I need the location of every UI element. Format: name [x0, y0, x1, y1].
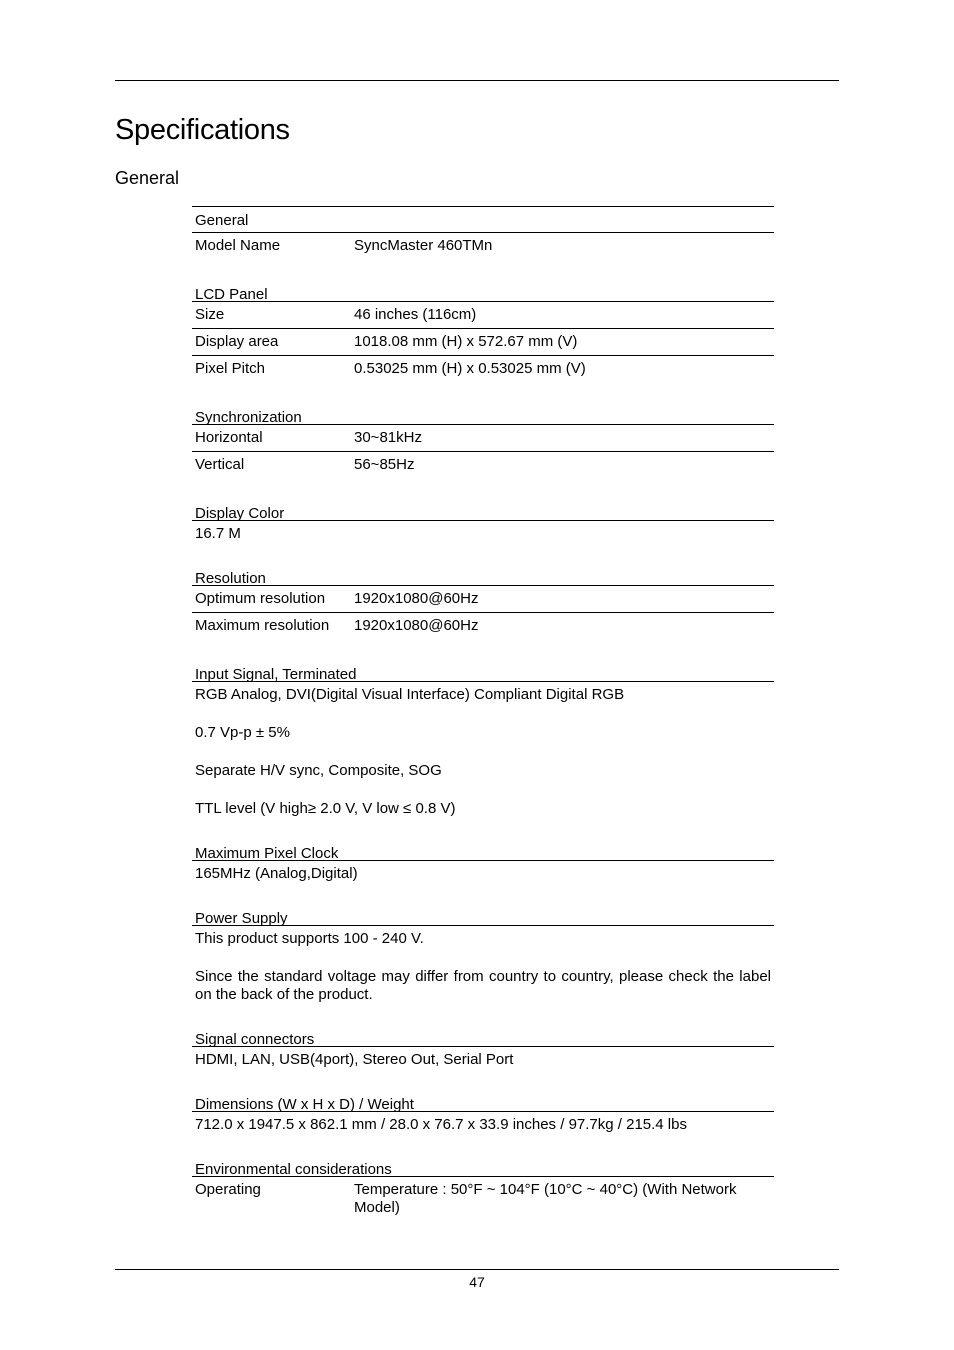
row-value: 1920x1080@60Hz [354, 590, 479, 607]
section-power-supply [192, 905, 774, 1004]
table-row [192, 612, 774, 639]
row-value: 0.53025 mm (H) x 0.53025 mm (V) [354, 360, 586, 377]
section-signal-connectors [192, 1026, 774, 1069]
table-row [192, 1177, 774, 1221]
section-text: TTL level (V high≥ 2.0 V, V low ≤ 0.8 V) [195, 800, 456, 817]
row-value: 56~85Hz [354, 456, 415, 473]
page-number: 47 [469, 1274, 485, 1290]
row-value: 1920x1080@60Hz [354, 617, 479, 634]
row-label: Horizontal [195, 429, 263, 446]
section-heading: Resolution [192, 565, 774, 586]
section-heading: Dimensions (W x H x D) / Weight [192, 1091, 774, 1112]
section-heading: LCD Panel [192, 281, 774, 302]
table-row [192, 302, 774, 328]
footer-rule [115, 1269, 839, 1270]
row-value: 46 inches (116cm) [354, 306, 477, 323]
row-label: Display area [195, 333, 279, 350]
section-lcd-panel [192, 281, 774, 382]
section-text: HDMI, LAN, USB(4port), Stereo Out, Serial Port [195, 1051, 514, 1068]
table-row [192, 451, 774, 478]
row-value: SyncMaster 460TMn [354, 237, 493, 254]
section-synchronization [192, 404, 774, 478]
section-environmental [192, 1156, 774, 1221]
row-label: Maximum resolution [195, 617, 330, 634]
section-text: 165MHz (Analog,Digital) [195, 865, 358, 882]
row-label: Pixel Pitch [195, 360, 266, 377]
section-heading: Synchronization [192, 404, 774, 425]
section-display-color [192, 500, 774, 543]
row-label: Operating [195, 1181, 261, 1198]
section-text: 16.7 M [195, 525, 241, 542]
section-text: Separate H/V sync, Composite, SOG [195, 762, 442, 779]
section-max-pixel-clock [192, 840, 774, 883]
table-row [192, 233, 774, 259]
section-input-signal [192, 661, 774, 818]
page-title: Specifications [115, 114, 290, 146]
section-heading: Environmental considerations [192, 1156, 774, 1177]
section-heading: Input Signal, Terminated [192, 661, 774, 682]
page-subtitle: General [115, 168, 180, 188]
table-row [192, 355, 774, 382]
row-value: Temperature : 50°F ~ 104°F (10°C ~ 40°C) (With Network Model) [354, 1181, 737, 1216]
section-heading: Power Supply [192, 905, 774, 926]
row-label: Optimum resolution [195, 590, 326, 607]
section-text: 712.0 x 1947.5 x 862.1 mm / 28.0 x 76.7 x 33.9 inches / 97.7kg / 215.4 lbs [195, 1116, 687, 1133]
row-value: 30~81kHz [354, 429, 422, 446]
row-value: 1018.08 mm (H) x 572.67 mm (V) [354, 333, 578, 350]
section-resolution [192, 565, 774, 639]
table-row [192, 328, 774, 355]
row-label: Model Name [195, 237, 281, 254]
section-heading: General [192, 207, 774, 233]
section-text: This product supports 100 - 240 V. [195, 930, 424, 947]
section-text: RGB Analog, DVI(Digital Visual Interface) Compliant Digital RGB [195, 686, 625, 703]
section-general [192, 207, 774, 259]
spec-table [192, 206, 774, 1243]
row-label: Vertical [195, 456, 245, 473]
table-row [192, 425, 774, 451]
section-text: 0.7 Vp-p ± 5% [195, 724, 290, 741]
section-text: Since the standard voltage may differ from country to country, please check the label on the back of the product. [195, 968, 771, 1003]
table-row [192, 586, 774, 612]
section-heading: Signal connectors [192, 1026, 774, 1047]
section-heading: Display Color [192, 500, 774, 521]
row-label: Size [195, 306, 225, 323]
header-rule [115, 80, 839, 81]
section-heading: Maximum Pixel Clock [192, 840, 774, 861]
section-dimensions [192, 1091, 774, 1134]
